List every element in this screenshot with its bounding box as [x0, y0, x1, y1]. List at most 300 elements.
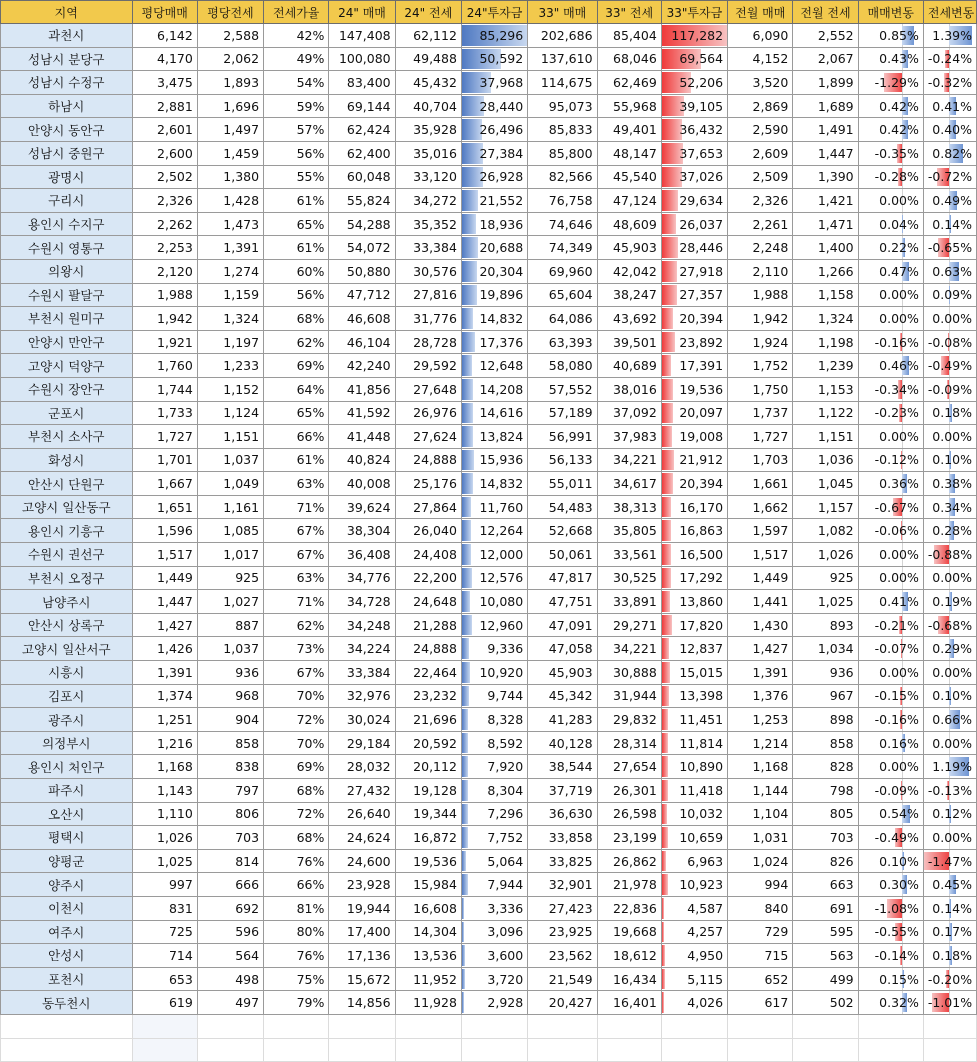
number-cell[interactable]: 34,728: [329, 590, 395, 614]
sale-change-cell[interactable]: [858, 495, 923, 519]
number-cell[interactable]: 2,067: [793, 47, 858, 71]
sale-change-cell[interactable]: [858, 377, 923, 401]
invest24-cell[interactable]: [461, 141, 527, 165]
number-cell[interactable]: 35,352: [395, 212, 461, 236]
invest33-cell[interactable]: [661, 425, 727, 449]
jeonse-change-cell[interactable]: [923, 519, 976, 543]
number-cell[interactable]: 67%: [264, 543, 329, 567]
number-cell[interactable]: 1,168: [728, 755, 793, 779]
number-cell[interactable]: 1,122: [793, 401, 858, 425]
number-cell[interactable]: 49%: [264, 47, 329, 71]
number-cell[interactable]: 936: [197, 661, 263, 685]
number-cell[interactable]: 67%: [264, 519, 329, 543]
invest24-cell[interactable]: [461, 826, 527, 850]
invest24-cell[interactable]: [461, 495, 527, 519]
jeonse-change-cell[interactable]: [923, 802, 976, 826]
invest33-cell[interactable]: [661, 212, 727, 236]
jeonse-change-cell[interactable]: [923, 236, 976, 260]
number-cell[interactable]: 6,090: [728, 24, 793, 48]
sale-change-cell[interactable]: [858, 708, 923, 732]
invest24-cell[interactable]: [461, 873, 527, 897]
number-cell[interactable]: 39,501: [597, 330, 661, 354]
number-cell[interactable]: 56,133: [528, 448, 597, 472]
number-cell[interactable]: 73%: [264, 637, 329, 661]
number-cell[interactable]: 30,576: [395, 259, 461, 283]
number-cell[interactable]: 27,654: [597, 755, 661, 779]
invest33-cell[interactable]: [661, 495, 727, 519]
invest24-cell[interactable]: [461, 849, 527, 873]
number-cell[interactable]: 24,624: [329, 826, 395, 850]
column-header[interactable]: 33" 전세: [597, 1, 661, 24]
region-cell[interactable]: 화성시: [1, 448, 133, 472]
number-cell[interactable]: 61%: [264, 189, 329, 213]
number-cell[interactable]: 1,253: [728, 708, 793, 732]
number-cell[interactable]: 69,960: [528, 259, 597, 283]
invest24-cell[interactable]: [461, 47, 527, 71]
empty-cell[interactable]: [597, 1038, 661, 1062]
number-cell[interactable]: 1,159: [197, 283, 263, 307]
number-cell[interactable]: 1,428: [197, 189, 263, 213]
empty-cell[interactable]: [329, 1038, 395, 1062]
number-cell[interactable]: 26,301: [597, 779, 661, 803]
jeonse-change-cell[interactable]: [923, 873, 976, 897]
number-cell[interactable]: 4,170: [132, 47, 197, 71]
number-cell[interactable]: 49,488: [395, 47, 461, 71]
number-cell[interactable]: 3,475: [132, 71, 197, 95]
number-cell[interactable]: 49,401: [597, 118, 661, 142]
number-cell[interactable]: 27,624: [395, 425, 461, 449]
number-cell[interactable]: 2,248: [728, 236, 793, 260]
number-cell[interactable]: 15,984: [395, 873, 461, 897]
number-cell[interactable]: 15,672: [329, 967, 395, 991]
jeonse-change-cell[interactable]: [923, 684, 976, 708]
number-cell[interactable]: 663: [793, 873, 858, 897]
empty-cell[interactable]: [329, 1014, 395, 1038]
number-cell[interactable]: 16,872: [395, 826, 461, 850]
number-cell[interactable]: 498: [197, 967, 263, 991]
number-cell[interactable]: 1,082: [793, 519, 858, 543]
number-cell[interactable]: 37,092: [597, 401, 661, 425]
number-cell[interactable]: 58,080: [528, 354, 597, 378]
number-cell[interactable]: 2,609: [728, 141, 793, 165]
number-cell[interactable]: 19,668: [597, 920, 661, 944]
region-cell[interactable]: 안산시 단원구: [1, 472, 133, 496]
sale-change-cell[interactable]: [858, 779, 923, 803]
empty-cell[interactable]: [197, 1014, 263, 1038]
number-cell[interactable]: 29,592: [395, 354, 461, 378]
number-cell[interactable]: 497: [197, 991, 263, 1015]
region-cell[interactable]: 성남시 중원구: [1, 141, 133, 165]
number-cell[interactable]: 1,144: [728, 779, 793, 803]
number-cell[interactable]: 61%: [264, 236, 329, 260]
number-cell[interactable]: 725: [132, 920, 197, 944]
number-cell[interactable]: 70%: [264, 731, 329, 755]
region-cell[interactable]: 용인시 수지구: [1, 212, 133, 236]
number-cell[interactable]: 502: [793, 991, 858, 1015]
region-cell[interactable]: 양주시: [1, 873, 133, 897]
column-header[interactable]: 24" 매매: [329, 1, 395, 24]
number-cell[interactable]: 798: [793, 779, 858, 803]
jeonse-change-cell[interactable]: [923, 283, 976, 307]
number-cell[interactable]: 23,562: [528, 944, 597, 968]
number-cell[interactable]: 60,048: [329, 165, 395, 189]
number-cell[interactable]: 41,592: [329, 401, 395, 425]
number-cell[interactable]: 37,983: [597, 425, 661, 449]
number-cell[interactable]: 1,942: [132, 307, 197, 331]
number-cell[interactable]: 37,719: [528, 779, 597, 803]
invest33-cell[interactable]: [661, 708, 727, 732]
region-cell[interactable]: 파주시: [1, 779, 133, 803]
number-cell[interactable]: 1,517: [132, 543, 197, 567]
number-cell[interactable]: 858: [197, 731, 263, 755]
region-cell[interactable]: 용인시 기흥구: [1, 519, 133, 543]
number-cell[interactable]: 48,609: [597, 212, 661, 236]
jeonse-change-cell[interactable]: [923, 354, 976, 378]
number-cell[interactable]: 33,120: [395, 165, 461, 189]
invest24-cell[interactable]: [461, 684, 527, 708]
invest33-cell[interactable]: [661, 873, 727, 897]
number-cell[interactable]: 499: [793, 967, 858, 991]
number-cell[interactable]: 1,701: [132, 448, 197, 472]
number-cell[interactable]: 76%: [264, 849, 329, 873]
number-cell[interactable]: 41,283: [528, 708, 597, 732]
number-cell[interactable]: 1,036: [793, 448, 858, 472]
number-cell[interactable]: 1,026: [793, 543, 858, 567]
invest33-cell[interactable]: [661, 637, 727, 661]
number-cell[interactable]: 1,216: [132, 731, 197, 755]
number-cell[interactable]: 45,903: [528, 661, 597, 685]
number-cell[interactable]: 68,046: [597, 47, 661, 71]
number-cell[interactable]: 95,073: [528, 94, 597, 118]
number-cell[interactable]: 1,459: [197, 141, 263, 165]
number-cell[interactable]: 1,667: [132, 472, 197, 496]
region-cell[interactable]: 의왕시: [1, 259, 133, 283]
number-cell[interactable]: 1,473: [197, 212, 263, 236]
number-cell[interactable]: 64,086: [528, 307, 597, 331]
number-cell[interactable]: 47,091: [528, 613, 597, 637]
number-cell[interactable]: 24,600: [329, 849, 395, 873]
number-cell[interactable]: 75%: [264, 967, 329, 991]
number-cell[interactable]: 40,704: [395, 94, 461, 118]
jeonse-change-cell[interactable]: [923, 944, 976, 968]
number-cell[interactable]: 41,448: [329, 425, 395, 449]
jeonse-change-cell[interactable]: [923, 307, 976, 331]
region-cell[interactable]: 동두천시: [1, 991, 133, 1015]
column-header[interactable]: 평당매매: [132, 1, 197, 24]
sale-change-cell[interactable]: [858, 141, 923, 165]
region-cell[interactable]: 고양시 덕양구: [1, 354, 133, 378]
jeonse-change-cell[interactable]: [923, 637, 976, 661]
number-cell[interactable]: 21,549: [528, 967, 597, 991]
sale-change-cell[interactable]: [858, 920, 923, 944]
number-cell[interactable]: 56%: [264, 283, 329, 307]
jeonse-change-cell[interactable]: [923, 259, 976, 283]
empty-cell[interactable]: [597, 1014, 661, 1038]
number-cell[interactable]: 797: [197, 779, 263, 803]
sale-change-cell[interactable]: [858, 873, 923, 897]
number-cell[interactable]: 29,832: [597, 708, 661, 732]
empty-cell[interactable]: [395, 1014, 461, 1038]
number-cell[interactable]: 1,760: [132, 354, 197, 378]
column-header[interactable]: 지역: [1, 1, 133, 24]
number-cell[interactable]: 79%: [264, 991, 329, 1015]
number-cell[interactable]: 2,326: [728, 189, 793, 213]
invest24-cell[interactable]: [461, 543, 527, 567]
sale-change-cell[interactable]: [858, 212, 923, 236]
number-cell[interactable]: 1,049: [197, 472, 263, 496]
number-cell[interactable]: 63%: [264, 472, 329, 496]
number-cell[interactable]: 2,552: [793, 24, 858, 48]
invest33-cell[interactable]: [661, 896, 727, 920]
number-cell[interactable]: 893: [793, 613, 858, 637]
number-cell[interactable]: 38,016: [597, 377, 661, 401]
invest33-cell[interactable]: [661, 401, 727, 425]
empty-cell[interactable]: [197, 1038, 263, 1062]
number-cell[interactable]: 1,251: [132, 708, 197, 732]
number-cell[interactable]: 1,027: [197, 590, 263, 614]
number-cell[interactable]: 47,058: [528, 637, 597, 661]
number-cell[interactable]: 1,752: [728, 354, 793, 378]
number-cell[interactable]: 19,536: [395, 849, 461, 873]
number-cell[interactable]: 994: [728, 873, 793, 897]
number-cell[interactable]: 1,110: [132, 802, 197, 826]
sale-change-cell[interactable]: [858, 448, 923, 472]
sale-change-cell[interactable]: [858, 944, 923, 968]
number-cell[interactable]: 28,032: [329, 755, 395, 779]
number-cell[interactable]: 1,899: [793, 71, 858, 95]
region-cell[interactable]: 군포시: [1, 401, 133, 425]
invest24-cell[interactable]: [461, 755, 527, 779]
sale-change-cell[interactable]: [858, 755, 923, 779]
number-cell[interactable]: 1,733: [132, 401, 197, 425]
region-cell[interactable]: 수원시 팔달구: [1, 283, 133, 307]
number-cell[interactable]: 826: [793, 849, 858, 873]
number-cell[interactable]: 74,349: [528, 236, 597, 260]
number-cell[interactable]: 1,491: [793, 118, 858, 142]
number-cell[interactable]: 47,817: [528, 566, 597, 590]
empty-cell[interactable]: [1, 1038, 133, 1062]
jeonse-change-cell[interactable]: [923, 71, 976, 95]
number-cell[interactable]: 1,427: [728, 637, 793, 661]
number-cell[interactable]: 32,976: [329, 684, 395, 708]
number-cell[interactable]: 76,758: [528, 189, 597, 213]
number-cell[interactable]: 35,016: [395, 141, 461, 165]
number-cell[interactable]: 925: [793, 566, 858, 590]
jeonse-change-cell[interactable]: [923, 967, 976, 991]
empty-cell[interactable]: [923, 1038, 976, 1062]
number-cell[interactable]: 40,824: [329, 448, 395, 472]
jeonse-change-cell[interactable]: [923, 401, 976, 425]
number-cell[interactable]: 691: [793, 896, 858, 920]
number-cell[interactable]: 34,224: [329, 637, 395, 661]
number-cell[interactable]: 45,903: [597, 236, 661, 260]
number-cell[interactable]: 31,944: [597, 684, 661, 708]
number-cell[interactable]: 82,566: [528, 165, 597, 189]
number-cell[interactable]: 47,124: [597, 189, 661, 213]
number-cell[interactable]: 55,824: [329, 189, 395, 213]
number-cell[interactable]: 40,128: [528, 731, 597, 755]
invest24-cell[interactable]: [461, 519, 527, 543]
invest33-cell[interactable]: [661, 849, 727, 873]
number-cell[interactable]: 52,668: [528, 519, 597, 543]
number-cell[interactable]: 72%: [264, 708, 329, 732]
number-cell[interactable]: 968: [197, 684, 263, 708]
invest24-cell[interactable]: [461, 472, 527, 496]
number-cell[interactable]: 16,608: [395, 896, 461, 920]
number-cell[interactable]: 62%: [264, 613, 329, 637]
sale-change-cell[interactable]: [858, 165, 923, 189]
number-cell[interactable]: 1,197: [197, 330, 263, 354]
region-cell[interactable]: 안양시 동안구: [1, 118, 133, 142]
number-cell[interactable]: 71%: [264, 495, 329, 519]
number-cell[interactable]: 26,640: [329, 802, 395, 826]
number-cell[interactable]: 1,045: [793, 472, 858, 496]
region-cell[interactable]: 양평군: [1, 849, 133, 873]
number-cell[interactable]: 2,502: [132, 165, 197, 189]
region-cell[interactable]: 안양시 만안구: [1, 330, 133, 354]
jeonse-change-cell[interactable]: [923, 849, 976, 873]
number-cell[interactable]: 46,104: [329, 330, 395, 354]
number-cell[interactable]: 100,080: [329, 47, 395, 71]
jeonse-change-cell[interactable]: [923, 165, 976, 189]
jeonse-change-cell[interactable]: [923, 472, 976, 496]
number-cell[interactable]: 997: [132, 873, 197, 897]
number-cell[interactable]: 1,497: [197, 118, 263, 142]
invest33-cell[interactable]: [661, 24, 727, 48]
number-cell[interactable]: 1,942: [728, 307, 793, 331]
empty-cell[interactable]: [858, 1038, 923, 1062]
number-cell[interactable]: 1,151: [197, 425, 263, 449]
number-cell[interactable]: 19,128: [395, 779, 461, 803]
empty-cell[interactable]: [793, 1038, 858, 1062]
empty-cell[interactable]: [793, 1014, 858, 1038]
number-cell[interactable]: 33,858: [528, 826, 597, 850]
number-cell[interactable]: 57%: [264, 118, 329, 142]
number-cell[interactable]: 904: [197, 708, 263, 732]
invest24-cell[interactable]: [461, 307, 527, 331]
region-cell[interactable]: 과천시: [1, 24, 133, 48]
column-header[interactable]: 전세가율: [264, 1, 329, 24]
invest33-cell[interactable]: [661, 590, 727, 614]
region-cell[interactable]: 수원시 권선구: [1, 543, 133, 567]
column-header[interactable]: 전월 매매: [728, 1, 793, 24]
number-cell[interactable]: 23,925: [528, 920, 597, 944]
jeonse-change-cell[interactable]: [923, 920, 976, 944]
number-cell[interactable]: 2,253: [132, 236, 197, 260]
number-cell[interactable]: 34,776: [329, 566, 395, 590]
invest24-cell[interactable]: [461, 165, 527, 189]
number-cell[interactable]: 55,011: [528, 472, 597, 496]
number-cell[interactable]: 33,384: [395, 236, 461, 260]
number-cell[interactable]: 42,240: [329, 354, 395, 378]
invest33-cell[interactable]: [661, 165, 727, 189]
number-cell[interactable]: 1,168: [132, 755, 197, 779]
number-cell[interactable]: 6,142: [132, 24, 197, 48]
number-cell[interactable]: 619: [132, 991, 197, 1015]
number-cell[interactable]: 1,324: [793, 307, 858, 331]
number-cell[interactable]: 46,608: [329, 307, 395, 331]
number-cell[interactable]: 1,034: [793, 637, 858, 661]
invest33-cell[interactable]: [661, 684, 727, 708]
number-cell[interactable]: 14,856: [329, 991, 395, 1015]
number-cell[interactable]: 30,888: [597, 661, 661, 685]
number-cell[interactable]: 1,430: [728, 613, 793, 637]
region-cell[interactable]: 의정부시: [1, 731, 133, 755]
number-cell[interactable]: 1,161: [197, 495, 263, 519]
number-cell[interactable]: 1,400: [793, 236, 858, 260]
number-cell[interactable]: 27,423: [528, 896, 597, 920]
invest33-cell[interactable]: [661, 307, 727, 331]
number-cell[interactable]: 56,991: [528, 425, 597, 449]
number-cell[interactable]: 23,199: [597, 826, 661, 850]
empty-cell[interactable]: [661, 1038, 727, 1062]
number-cell[interactable]: 54%: [264, 71, 329, 95]
region-cell[interactable]: 고양시 일산동구: [1, 495, 133, 519]
number-cell[interactable]: 4,152: [728, 47, 793, 71]
invest24-cell[interactable]: [461, 24, 527, 48]
number-cell[interactable]: 38,313: [597, 495, 661, 519]
jeonse-change-cell[interactable]: [923, 613, 976, 637]
number-cell[interactable]: 24,888: [395, 448, 461, 472]
empty-cell[interactable]: [528, 1038, 597, 1062]
invest33-cell[interactable]: [661, 991, 727, 1015]
invest33-cell[interactable]: [661, 118, 727, 142]
number-cell[interactable]: 70%: [264, 684, 329, 708]
invest33-cell[interactable]: [661, 354, 727, 378]
number-cell[interactable]: 64%: [264, 377, 329, 401]
number-cell[interactable]: 1,124: [197, 401, 263, 425]
number-cell[interactable]: 85,800: [528, 141, 597, 165]
invest33-cell[interactable]: [661, 94, 727, 118]
number-cell[interactable]: 62%: [264, 330, 329, 354]
number-cell[interactable]: 33,891: [597, 590, 661, 614]
number-cell[interactable]: 1,266: [793, 259, 858, 283]
sale-change-cell[interactable]: [858, 731, 923, 755]
number-cell[interactable]: 1,447: [793, 141, 858, 165]
number-cell[interactable]: 83,400: [329, 71, 395, 95]
jeonse-change-cell[interactable]: [923, 189, 976, 213]
invest24-cell[interactable]: [461, 189, 527, 213]
number-cell[interactable]: 1,026: [132, 826, 197, 850]
number-cell[interactable]: 26,598: [597, 802, 661, 826]
number-cell[interactable]: 21,978: [597, 873, 661, 897]
region-cell[interactable]: 이천시: [1, 896, 133, 920]
number-cell[interactable]: 57,189: [528, 401, 597, 425]
region-cell[interactable]: 광명시: [1, 165, 133, 189]
sale-change-cell[interactable]: [858, 283, 923, 307]
number-cell[interactable]: 24,408: [395, 543, 461, 567]
number-cell[interactable]: 61%: [264, 448, 329, 472]
number-cell[interactable]: 1,198: [793, 330, 858, 354]
number-cell[interactable]: 1,380: [197, 165, 263, 189]
number-cell[interactable]: 617: [728, 991, 793, 1015]
sale-change-cell[interactable]: [858, 566, 923, 590]
number-cell[interactable]: 26,862: [597, 849, 661, 873]
number-cell[interactable]: 62,424: [329, 118, 395, 142]
number-cell[interactable]: 1,274: [197, 259, 263, 283]
number-cell[interactable]: 45,540: [597, 165, 661, 189]
number-cell[interactable]: 28,728: [395, 330, 461, 354]
region-cell[interactable]: 포천시: [1, 967, 133, 991]
invest33-cell[interactable]: [661, 283, 727, 307]
number-cell[interactable]: 45,342: [528, 684, 597, 708]
number-cell[interactable]: 33,384: [329, 661, 395, 685]
region-cell[interactable]: 안성시: [1, 944, 133, 968]
number-cell[interactable]: 114,675: [528, 71, 597, 95]
empty-cell[interactable]: [461, 1038, 527, 1062]
number-cell[interactable]: 1,017: [197, 543, 263, 567]
number-cell[interactable]: 38,544: [528, 755, 597, 779]
